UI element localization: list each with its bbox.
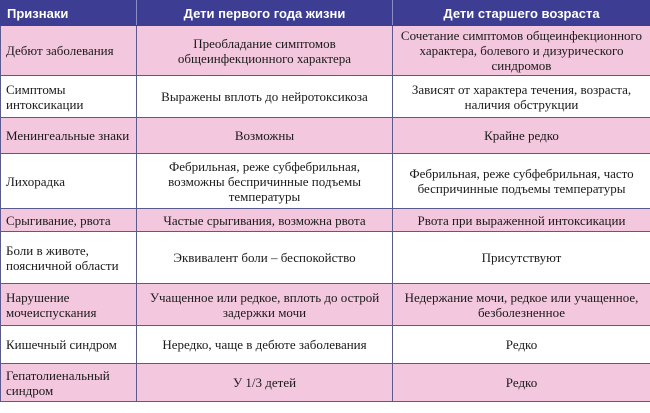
table-row [1,26,650,76]
infant-cell: Частые срыгивания, возможна рвота [137,209,393,232]
infant-cell: Эквивалент боли – беспокойство [137,232,393,284]
sign-cell: Менингеальные знаки [1,118,137,154]
infant-cell: Нередко, чаще в дебюте заболевания [137,326,393,364]
older-cell: Фебрильная, реже субфебрильная, часто беспричинные подъемы температуры [393,154,650,209]
sign-cell: Лихорадка [1,154,137,209]
older-cell: Присутствуют [393,232,650,284]
header-infants: Дети первого года жизни [137,1,393,26]
older-cell: Рвота при выраженной интоксикации [393,209,650,232]
infant-cell: Преобладание симптомов общеинфекционного характера [137,26,393,76]
sign-cell: Кишечный синдром [1,326,137,364]
table-row [1,76,650,118]
infant-cell: Учащенное или редкое, вплоть до острой задержки мочи [137,284,393,326]
header-signs: Признаки [1,1,137,26]
infant-cell: Выражены вплоть до нейротоксикоза [137,76,393,118]
sign-cell: Боли в животе, поясничной области [1,232,137,284]
older-cell: Недержание мочи, редкое или учащенное, безболезненное [393,284,650,326]
sign-cell: Гепатолиенальный синдром [1,364,137,402]
table-row [1,118,650,154]
sign-cell: Нарушение мочеиспускания [1,284,137,326]
infant-cell: Фебрильная, реже субфебрильная, возможны беспричинные подъемы температуры [137,154,393,209]
older-cell: Зависят от характера течения, возраста, наличия обструкции [393,76,650,118]
table-row [1,209,650,232]
header-older-children: Дети старшего возраста [393,1,650,26]
older-cell: Редко [393,364,650,402]
infant-cell: Возможны [137,118,393,154]
older-cell: Крайне редко [393,118,650,154]
sign-cell: Симптомы интоксикации [1,76,137,118]
table-row [1,154,650,209]
header-row [1,1,650,26]
sign-cell: Дебют заболевания [1,26,137,76]
table-row [1,232,650,284]
table-row [1,284,650,326]
sign-cell: Срыгивание, рвота [1,209,137,232]
table-row [1,364,650,402]
infant-cell: У 1/3 детей [137,364,393,402]
older-cell: Сочетание симптомов общеинфекционного характера, болевого и дизурического синдромов [393,26,650,76]
table-row [1,326,650,364]
older-cell: Редко [393,326,650,364]
